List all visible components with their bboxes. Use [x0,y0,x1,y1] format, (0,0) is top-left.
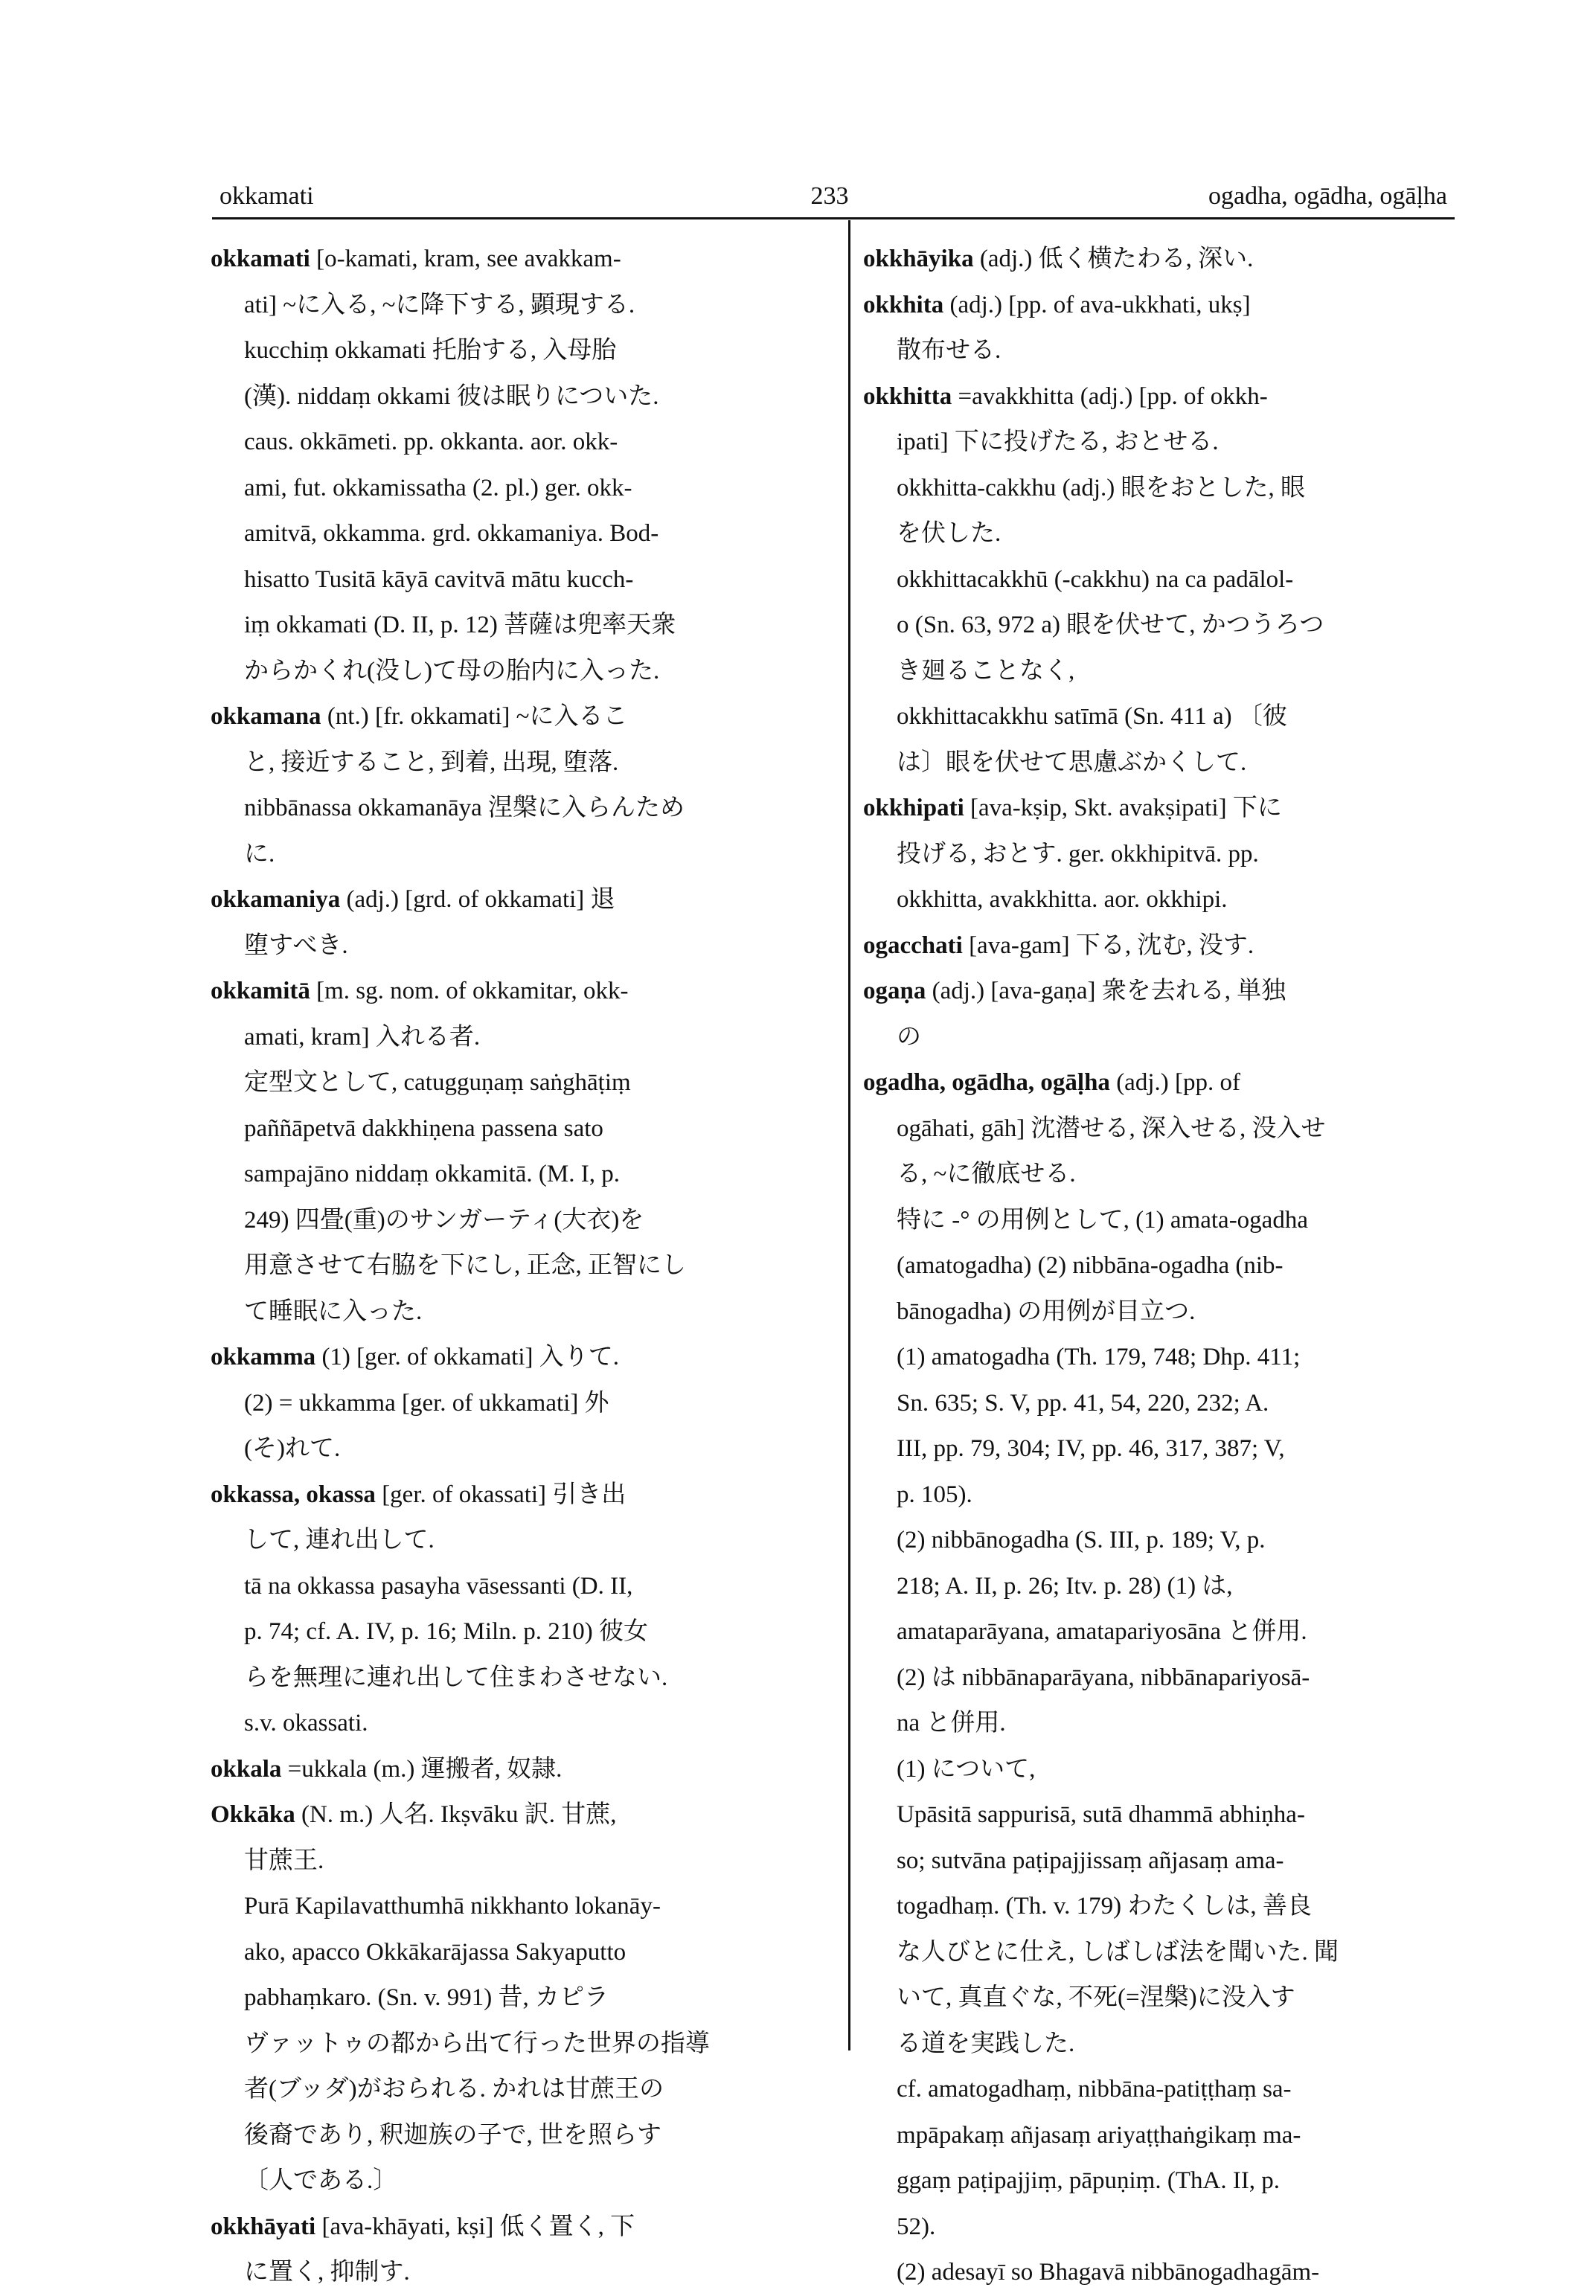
entry-text: so; sutvāna paṭipajjissaṃ añjasaṃ ama- [897,1847,1284,1874]
entry-line [211,1198,832,1244]
entry-text: ogāhati, gāh] 沈潜せる, 深入せる, 没入せ [897,1115,1326,1142]
entry-line [211,1884,832,1930]
entry-line [211,1930,832,1976]
dictionary-entry [211,694,832,877]
entry-line [211,557,832,603]
entry-line [211,1060,832,1106]
entry-line [211,740,832,786]
entry-text: (1) について, [897,1755,1036,1783]
entry-line [211,374,832,420]
headword: okkamati [211,246,310,272]
entry-line [863,557,1451,603]
entry-text: (amatogadha) (2) nibbāna-ogadha (nib- [897,1252,1283,1279]
entry-line [211,923,832,969]
entry-text: =avakkhitta (adj.) [pp. of okkh- [958,382,1268,410]
entry-line [863,466,1451,512]
entry-line [863,1289,1451,1335]
entry-text: =ukkala (m.) 運搬者, 奴隷. [287,1755,563,1783]
entry-text: いて, 真直ぐな, 不死(=涅槃)に没入す [897,1984,1295,2011]
entry-first-line [863,969,1451,1015]
entry-line [863,328,1451,374]
entry-line [211,832,832,878]
entry-line [863,1335,1451,1381]
entry-text: [o-kamati, kram, see avakkam- [316,246,621,272]
entry-line [863,2021,1451,2068]
entry-text: に置く, 抑制す. [244,2259,410,2286]
entry-text: na と併用. [897,1710,1006,1737]
entry-text: okkhittacakkhu satīmā (Sn. 411 a) 〔彼 [897,703,1287,730]
entry-line [863,1884,1451,1930]
entry-text: 堕すべき. [244,931,348,959]
dictionary-entry [863,923,1451,969]
entry-text: okkhitta-cakkhu (adj.) 眼をおとした, 眼 [897,474,1305,501]
entry-text: (adj.) [pp. of [1116,1069,1240,1096]
entry-first-line [863,923,1451,969]
entry-line [863,1609,1451,1655]
dictionary-entry [211,1335,832,1472]
headword: ogacchati [863,931,963,959]
entry-line [211,1701,832,1747]
dictionary-entry [863,969,1451,1060]
entry-first-line [211,877,832,923]
entry-text: [ger. of okassati] 引き出 [382,1481,626,1508]
entry-first-line [211,237,832,283]
headword: okkamitā [211,978,310,1004]
headword: okkamaniya [211,886,341,913]
dictionary-entry [863,374,1451,786]
entry-text: の [897,1023,921,1051]
entry-text: [m. sg. nom. of okkamitar, okk- [316,978,629,1004]
entry-text: Upāsitā sappurisā, sutā dhammā abhiṇha- [897,1801,1305,1828]
entry-line [863,1243,1451,1289]
entry-text: からかくれ(没し)て母の胎内に入った. [244,657,660,684]
entry-line [863,1701,1451,1747]
entry-text: okkhittacakkhū (-cakkhu) na ca padālol- [897,565,1294,593]
entry-text: 者(ブッダ)がおられる. かれは甘蔗王の [244,2076,664,2103]
entry-line [211,1609,832,1655]
entry-text: は〕眼を伏せて思慮ぶかくして. [897,748,1247,776]
entry-text: [ava-gam] 下る, 沈む, 没す. [969,931,1254,959]
headword: ogadha, ogādha, ogāḷha [863,1069,1110,1096]
entry-text: 定型文として, catugguṇaṃ saṅghāṭiṃ [244,1069,631,1096]
entry-line [211,786,832,832]
entry-first-line [211,2204,832,2251]
entry-text: nibbānassa okkamanāya 涅槃に入らんため [244,795,685,821]
headword: okkamma [211,1344,316,1370]
entry-line [211,1975,832,2021]
entry-text: (adj.) [grd. of okkamati] 退 [346,886,615,913]
entry-text: paññāpetvā dakkhiṇena passena sato [244,1115,603,1142]
entry-first-line [863,786,1451,832]
entry-line [863,2067,1451,2113]
entry-line [211,2250,832,2296]
entry-text: [ava-khāyati, kṣi] 低く置く, 下 [321,2213,635,2240]
entry-line [863,1747,1451,1793]
entry-first-line [863,283,1451,329]
entry-line [211,466,832,512]
entry-text: amataparāyana, amatapariyosāna と併用. [897,1618,1307,1645]
entry-text: togadhaṃ. (Th. v. 179) わたくしは, 善良 [897,1893,1312,1920]
entry-text: き廻ることなく, [897,657,1075,684]
page-number: 233 [810,182,849,210]
entry-text: (2) = ukkamma [ger. of ukkamati] 外 [244,1389,609,1417]
entry-text: 甘蔗王. [244,1847,324,1874]
entry-text: (N. m.) 人名. Ikṣvāku 訳. 甘蔗, [301,1801,617,1828]
entry-text: mpāpakaṃ añjasaṃ ariyaṭṭhaṅgikaṃ ma- [897,2121,1301,2149]
entry-line [211,603,832,649]
entry-text: (adj.) 低く横たわる, 深い. [979,246,1254,272]
entry-line [863,1426,1451,1472]
entry-text: (漢). niddaṃ okkami 彼は眠りについた. [244,382,659,410]
entry-first-line [211,1747,832,1793]
entry-line [863,2250,1451,2296]
entry-line [863,832,1451,878]
entry-line [863,1198,1451,1244]
entry-text: 散布せる. [897,337,1001,364]
entry-text: 投げる, おとす. ger. okkhipitvā. pp. [897,840,1259,868]
right-column [863,237,1451,2296]
entry-line [863,1381,1451,1427]
entry-line [863,2158,1451,2204]
headword: okkassa, okassa [211,1481,376,1508]
entry-line [211,2021,832,2068]
dictionary-entry [863,786,1451,923]
dictionary-entry [211,1792,832,2204]
entry-line [211,1243,832,1289]
entry-text: (1) [ger. of okkamati] 入りて. [321,1344,619,1370]
entry-line [863,603,1451,649]
entry-text: 後裔であり, 釈迦族の子で, 世を照らす [244,2121,661,2149]
entry-line [211,1518,832,1564]
dictionary-entry [863,1060,1451,2296]
entry-text: (2) は nibbānaparāyana, nibbānapariyosā- [897,1664,1310,1691]
headword: okkhitta [863,382,952,410]
entry-first-line [211,694,832,740]
entry-text: して, 連れ出して. [244,1527,435,1553]
dictionary-entry [211,1472,832,1747]
entry-line [211,1289,832,1335]
page-header [212,182,1447,219]
entry-text: (2) nibbānogadha (S. III, p. 189; V, p. [897,1527,1266,1553]
header-rule [212,217,1455,219]
entry-text: 用意させて右脇を下にし, 正念, 正智にし [244,1252,686,1279]
entry-line [211,1015,832,1061]
entry-line [211,1564,832,1610]
entry-text: る道を実践した. [897,2030,1075,2057]
entry-text: ami, fut. okkamissatha (2. pl.) ger. okk- [244,474,632,501]
entry-text: p. 74; cf. A. IV, p. 16; Miln. p. 210) 彼女 [244,1618,648,1645]
entry-line [211,1655,832,1702]
entry-text: ati] ~に入る, ~に降下する, 顕現する. [244,291,635,318]
entry-text: okkhitta, avakkhitta. aor. okkhipi. [897,886,1228,913]
entry-line [211,283,832,329]
entry-line [863,740,1451,786]
entry-text: 218; A. II, p. 26; Itv. p. 28) (1) は, [897,1572,1233,1600]
entry-text: s.v. okassati. [244,1710,368,1737]
entry-text: (adj.) [pp. of ava-ukkhati, ukṣ] [949,291,1251,318]
entry-line [211,1106,832,1152]
dictionary-entry [863,237,1451,283]
headword: Okkāka [211,1801,295,1828]
entry-text: amati, kram] 入れる者. [244,1023,481,1051]
entry-line [211,2158,832,2204]
entry-line [211,2067,832,2113]
entry-first-line [211,969,832,1015]
entry-line [863,1152,1451,1198]
entry-text: pabhaṃkaro. (Sn. v. 991) 昔, カピラ [244,1984,609,2011]
entry-text: o (Sn. 63, 972 a) 眼を伏せて, かつうろつ [897,612,1324,638]
entry-line [863,1655,1451,1702]
entry-line [211,1381,832,1427]
entry-text: ipati] 下に投げたる, おとせる. [897,429,1219,455]
entry-text: る, ~に徹底せる. [897,1161,1076,1187]
entry-line [863,1975,1451,2021]
entry-first-line [211,1792,832,1838]
entry-text: caus. okkāmeti. pp. okkanta. aor. okk- [244,429,618,455]
dictionary-entry [211,1747,832,1793]
entry-text: tā na okkassa pasayha vāsessanti (D. II, [244,1572,633,1600]
entry-line [863,1518,1451,1564]
entry-line [211,1152,832,1198]
running-head-right: ogadha, ogādha, ogāḷha [1208,182,1447,210]
entry-text: な人びとに仕え, しばしば法を聞いた. 聞 [897,1938,1339,1966]
entry-text: Sn. 635; S. V, pp. 41, 54, 220, 232; A. [897,1389,1269,1417]
entry-line [863,877,1451,923]
entry-text: 特に -° の用例として, (1) amata-ogadha [897,1206,1308,1234]
entry-line [211,511,832,557]
entry-line [863,1106,1451,1152]
entry-line [211,420,832,466]
entry-text: [ava-kṣip, Skt. avakṣipati] 下に [970,795,1282,821]
entry-line [211,1426,832,1472]
entry-text: kucchiṃ okkamati 托胎する, 入母胎 [244,337,617,364]
headword: okkhāyati [211,2213,316,2240]
entry-line [211,2113,832,2159]
entry-text: sampajāno niddaṃ okkamitā. (M. I, p. [244,1161,620,1187]
entry-line [863,1792,1451,1838]
entry-text: ggaṃ paṭipajjiṃ, pāpuṇiṃ. (ThA. II, p. [897,2167,1281,2194]
dictionary-entry [211,2204,832,2296]
dictionary-entry [211,969,832,1335]
entry-line [863,1838,1451,1885]
entry-line [863,2204,1451,2251]
entry-line [863,2113,1451,2159]
entry-line [863,511,1451,557]
entry-text: III, pp. 79, 304; IV, pp. 46, 317, 387; V, [897,1435,1285,1462]
entry-line [211,649,832,695]
headword: okkhipati [863,795,964,821]
entry-text: bānogadha) の用例が目立つ. [897,1298,1196,1325]
entry-first-line [863,374,1451,420]
entry-line [211,328,832,374]
entry-text: ako, apacco Okkākarājassa Sakyaputto [244,1938,626,1966]
entry-line [863,1015,1451,1061]
entry-first-line [211,1335,832,1381]
headword: okkhāyika [863,246,974,272]
dictionary-entry [211,877,832,969]
entry-text: て睡眠に入った. [244,1298,423,1325]
headword: okkamana [211,703,321,730]
entry-line [863,1564,1451,1610]
entry-first-line [863,1060,1451,1106]
entry-text: amitvā, okkamma. grd. okkamaniya. Bod- [244,520,659,547]
entry-first-line [211,1472,832,1519]
entry-first-line [863,237,1451,283]
entry-text: に. [244,840,275,868]
entry-text: ヴァットゥの都から出て行った世界の指導 [244,2030,710,2057]
entry-line [863,694,1451,740]
entry-text: (adj.) [ava-gaṇa] 衆を去れる, 単独 [932,978,1286,1004]
entry-line [863,1472,1451,1519]
entry-text: らを無理に連れ出して住まわさせない. [244,1664,668,1691]
headword: ogaṇa [863,978,926,1004]
left-column [211,237,832,2296]
entry-text: (1) amatogadha (Th. 179, 748; Dhp. 411; [897,1344,1301,1370]
headword: okkala [211,1755,282,1783]
entry-text: iṃ okkamati (D. II, p. 12) 菩薩は兜率天衆 [244,612,676,638]
entry-text: (そ)れて. [244,1435,341,1462]
entry-text: 249) 四畳(重)のサンガーティ(大衣)を [244,1206,644,1234]
entry-text: 〔人である.〕 [244,2167,398,2194]
entry-line [863,420,1451,466]
column-divider [848,220,850,2050]
entry-line [211,1838,832,1885]
entry-text: と, 接近すること, 到着, 出現, 堕落. [244,748,619,776]
headword: okkhita [863,291,944,318]
entry-text: (2) adesayī so Bhagavā nibbānogadhagām- [897,2259,1320,2286]
dictionary-entry [863,283,1451,374]
entry-text: p. 105). [897,1481,972,1508]
entry-line [863,649,1451,695]
entry-text: (nt.) [fr. okkamati] ~に入るこ [327,703,628,730]
running-head-left: okkamati [219,182,314,210]
entry-text: cf. amatogadhaṃ, nibbāna-patiṭṭhaṃ sa- [897,2076,1292,2103]
entry-line [863,1930,1451,1976]
entry-text: を伏した. [897,520,1001,547]
entry-text: Purā Kapilavatthumhā nikkhanto lokanāy- [244,1893,661,1920]
dictionary-entry [211,237,832,694]
entry-text: 52). [897,2213,936,2240]
entry-text: hisatto Tusitā kāyā cavitvā mātu kucch- [244,565,634,593]
